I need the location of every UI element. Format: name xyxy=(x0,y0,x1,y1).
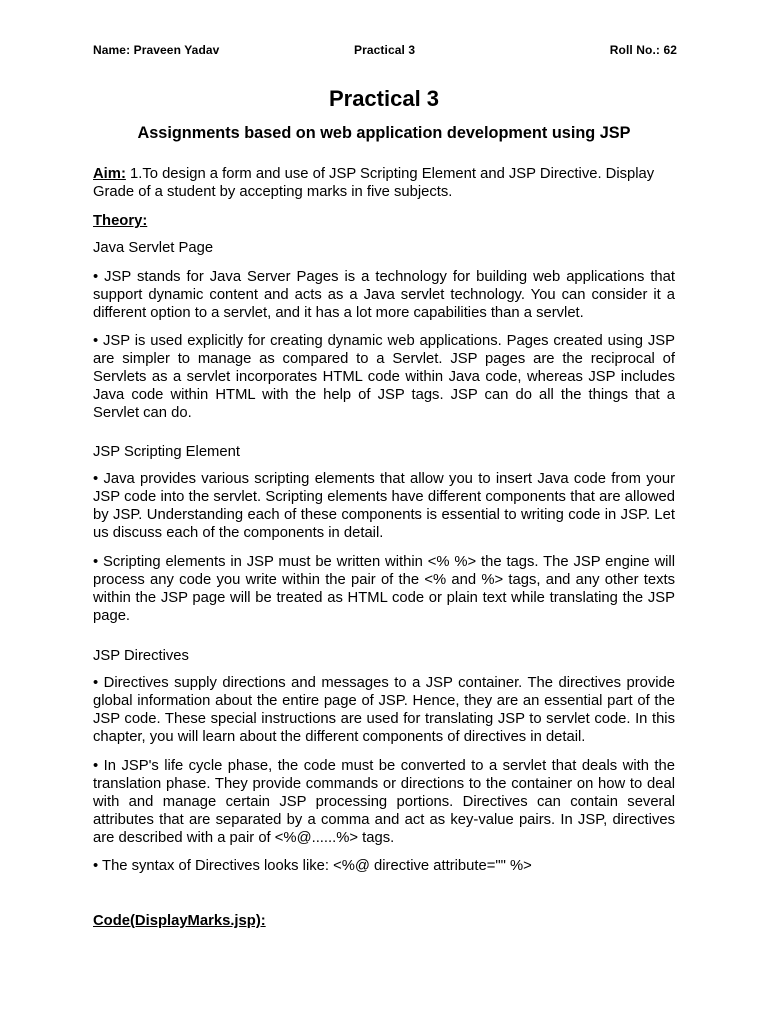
paragraph: • Scripting elements in JSP must be written within <% %> the tags. The JSP engine will process any code you write within the pair of the <% and %> tags, and any other texts within the JSP page will be treated as HTML code or plain text while translating the JSP page. xyxy=(93,554,675,625)
paragraph: • JSP stands for Java Server Pages is a technology for building web applications that support dynamic content and acts as a Java servlet technology. You can consider it a different option to a servlet, and it has a lot more capabilities than a servlet. xyxy=(93,269,675,322)
paragraph: • JSP is used explicitly for creating dynamic web applications. Pages created using JSP are simpler to manage as compared to a Servlet. JSP pages are the reciprocal of Servlets as a servlet incorporates HTML code within Java code, whereas JSP includes Java code within HTML with the help of JSP tags. JSP can do all the things that a Servlet can do. xyxy=(93,333,675,422)
paragraph: • The syntax of Directives looks like: <%@ directive attribute="" %> xyxy=(93,858,532,874)
header-practical: Practical 3 xyxy=(354,43,416,57)
roll-number: Roll No.: 62 xyxy=(609,43,677,57)
paragraph: • Java provides various scripting elements that allow you to insert Java code from your JSP code into the servlet. Scripting elements have different components that are allowed by JSP. Understanding each of these components is essential to writing code in JSP. Let us discuss each of the components in detail. xyxy=(93,471,675,542)
section-heading-jsp-directives: JSP Directives xyxy=(93,648,189,664)
section-heading-jsp-scripting-element: JSP Scripting Element xyxy=(93,444,240,460)
theory-heading: Theory: xyxy=(93,213,148,229)
paragraph: • In JSP's life cycle phase, the code must be converted to a servlet that deals with the translation phase. They provide commands or directions to the container on how to deal with and manage certain JSP processing portions. Directives can contain several attributes that are separated by a comma and act as key-value pairs. In JSP, directives are described with a pair of <%@......%> tags. xyxy=(93,758,675,847)
page-subtitle: Assignments based on web application development using JSP xyxy=(137,124,631,142)
aim-text: 1.To design a form and use of JSP Scripting Element and JSP Directive. Display Grade of a student by accepting marks in five subjects. xyxy=(93,166,655,201)
page-title: Practical 3 xyxy=(328,86,440,111)
section-heading-java-servlet-page: Java Servlet Page xyxy=(93,240,214,256)
aim-paragraph xyxy=(93,165,675,201)
paragraph: • Directives supply directions and messages to a JSP container. The directives provide global information about the entire page of JSP. Hence, they are an essential part of the JSP code. These special instructions are used for translating JSP to servlet code. In this chapter, you will learn about the different components of directives in detail. xyxy=(93,675,675,746)
student-name: Name: Praveen Yadav xyxy=(93,43,220,57)
aim-label: Aim: xyxy=(93,166,126,182)
code-heading: Code(DisplayMarks.jsp): xyxy=(93,913,266,929)
